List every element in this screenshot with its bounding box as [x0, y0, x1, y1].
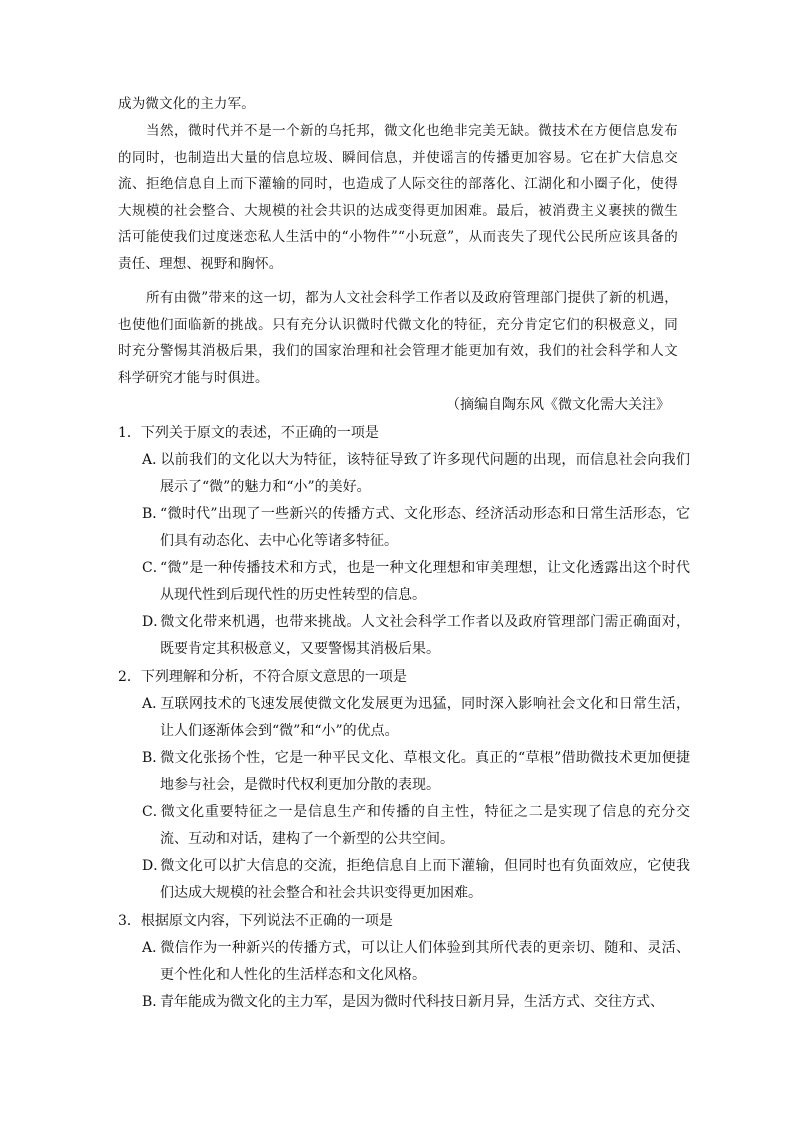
question-title: 1．下列关于原文的表述，不正确的一项是 — [118, 425, 379, 441]
option-b — [118, 501, 690, 555]
option-letter: A． — [142, 696, 167, 712]
option-letter: A． — [142, 940, 167, 956]
option-a — [118, 935, 690, 989]
option-letter: B． — [142, 506, 167, 522]
option-b — [118, 989, 690, 1016]
option-text: 互联网技术的飞速发展使微文化发展更为迅猛，同时深入影响社会文化和日常生活，让人们逐渐体会到“微”和“小”的优点。 — [160, 696, 690, 739]
option-c — [118, 555, 690, 609]
option-letter: C． — [142, 560, 167, 576]
question-1 — [118, 420, 688, 663]
passage-paragraph-2: 所有由微”带来的这一切，都为人文社会科学工作者以及政府管理部门提供了新的机遇，也使他们面临新的挑战。只有充分认识微时代微文化的特征，充分肯定它们的积极意义，同时充分警惕其消极后果，我们的国家治理和社会管理才能更加有效，我们的社会科学和人文科学研究才能与时俱进。 — [118, 290, 678, 386]
option-text: 微文化重要特征之一是信息生产和传播的自主性，特征之二是实现了信息的充分交流、互动和对话，建构了一个新型的公共空间。 — [160, 804, 690, 847]
option-a — [118, 691, 690, 745]
option-letter: C． — [142, 804, 167, 820]
option-c — [118, 799, 690, 853]
option-d — [118, 853, 690, 907]
option-text: 微信作为一种新兴的传播方式，可以让人们体验到其所代表的更亲切、随和、灵活、更个性化和人性化的生活样态和文化风格。 — [160, 940, 690, 983]
option-b — [118, 745, 690, 799]
option-letter: D． — [142, 614, 168, 630]
option-text: 微文化张扬个性，它是一种平民文化、草根文化。真正的“草根”借助微技术更加便捷地参与社会，是微时代权利更加分散的表现。 — [160, 750, 690, 793]
passage-paragraph-0: 成为微文化的主力军。 — [118, 96, 255, 112]
option-text: 微文化带来机遇，也带来挑战。人文社会科学工作者以及政府管理部门需正确面对，既要肯定其积极意义，又要警惕其消极后果。 — [160, 614, 690, 657]
option-text: “微”是一种传播技术和方式，也是一种文化理想和审美理想，让文化透露出这个时代从现代性到后现代性的历史性转型的信息。 — [160, 560, 690, 603]
question-title: 2．下列理解和分析，不符合原文意思的一项是 — [118, 669, 407, 685]
option-letter: B． — [142, 994, 167, 1010]
option-text: “微时代”出现了一些新兴的传播方式、文化形态、经济活动形态和日常生活形态，它们具有动态化、去中心化等诸多特征。 — [160, 506, 690, 549]
option-letter: A． — [142, 452, 167, 468]
option-text: 青年能成为微文化的主力军，是因为微时代科技日新月异，生活方式、交往方式、 — [160, 994, 664, 1010]
option-letter: D． — [142, 858, 168, 874]
passage-paragraph-1: 当然，微时代并不是一个新的乌托邦，微文化也绝非完美无缺。微技术在方便信息发布的同时，也制造出大量的信息垃圾、瞬间信息，并使谣言的传播更加容易。它在扩大信息交流、拒绝信息自上而下灌输的同时，也造成了人际交往的部落化、江湖化和小圈子化，使得大规模的社会整合、大规模的社会共识的达成变得更加困难。最后，被消费主义裹挟的微生活可能使我们过度迷恋私人生活中的“小物件”“小玩意”，从而丧失了现代公民所应该具备的责任、理想、视野和胸怀。 — [118, 123, 678, 272]
question-3 — [118, 908, 688, 1016]
passage-source: （摘编自陶东风《微文化需大关注》 — [446, 397, 670, 413]
option-text: 微文化可以扩大信息的交流，拒绝信息自上而下灌输，但同时也有负面效应，它使我们达成大规模的社会整合和社会共识变得更加困难。 — [160, 858, 690, 901]
option-letter: B． — [142, 750, 167, 766]
option-d — [118, 609, 690, 663]
option-text: 以前我们的文化以大为特征，该特征导致了许多现代问题的出现，而信息社会向我们展示了“微”的魅力和“小”的美好。 — [160, 452, 690, 495]
question-title: 3．根据原文内容，下列说法不正确的一项是 — [118, 913, 393, 929]
option-a — [118, 447, 690, 501]
question-2 — [118, 664, 688, 907]
